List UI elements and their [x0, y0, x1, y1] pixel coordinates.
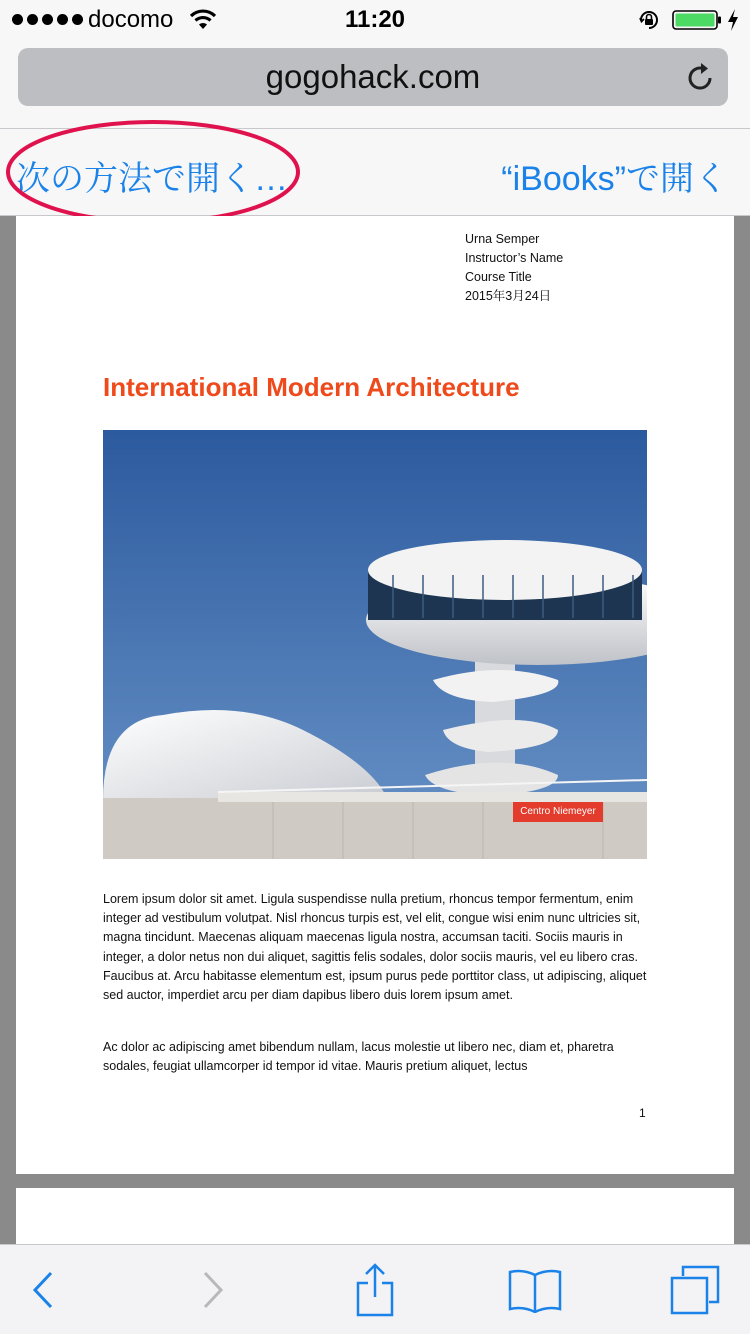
author-name: Urna Semper — [465, 232, 540, 246]
open-in-ibooks-button[interactable]: “iBooks”で開く — [501, 160, 728, 198]
photo-sign: Centro Niemeyer — [513, 802, 603, 822]
bookmarks-icon — [508, 1267, 562, 1313]
share-button[interactable] — [345, 1245, 405, 1334]
architecture-photo — [103, 430, 647, 859]
bottom-toolbar — [0, 1244, 750, 1334]
carrier-name: docomo — [88, 6, 174, 33]
status-time: 11:20 — [344, 6, 406, 33]
document-page — [16, 216, 734, 1174]
tabs-icon — [669, 1264, 721, 1316]
open-in-button[interactable]: 次の方法で開く… — [16, 160, 288, 198]
share-icon — [354, 1263, 396, 1317]
document-header — [465, 230, 563, 306]
page-number: 1 — [639, 1106, 646, 1120]
forward-button[interactable] — [188, 1245, 238, 1334]
back-icon — [31, 1270, 55, 1310]
tabs-button[interactable] — [660, 1245, 730, 1334]
course-title: Course Title — [465, 270, 532, 284]
forward-icon — [201, 1270, 225, 1310]
status-bar — [0, 0, 750, 40]
url-text: gogohack.com — [265, 58, 481, 95]
address-bar-area — [0, 40, 750, 128]
back-button[interactable] — [18, 1245, 68, 1334]
next-document-page — [16, 1188, 734, 1248]
battery-icon — [672, 10, 722, 30]
body-paragraph: Ac dolor ac adipiscing amet bibendum nullam, lacus molestie ut libero nec, diam et, pharetra sodales, feugiat ullamcorper id tempor id vitae. Mauris pretium aliquet, lectus — [103, 1040, 614, 1074]
address-bar[interactable] — [18, 48, 728, 106]
document-date: 2015年3月24日 — [465, 289, 552, 303]
open-in-bar — [0, 128, 750, 216]
instructor-name: Instructor’s Name — [465, 251, 564, 265]
body-paragraph: Lorem ipsum dolor sit amet. Ligula suspendisse nulla pretium, rhoncus tempor fermentum, enim integer ad vestibulum volutpat. Nisl rhoncus turpis est, vel elit, congue wisi enim nunc ultricies sit, magna tincidunt. Maecenas aliquam maecenas ligula nostra, accumsan taciti. Sociis mauris in integer, a dolor netus non dui aliquet, sagittis felis sodales, dolor sociis mauris, vel eu libero cras. Faucibus at. Arcu habitasse elementum est, ipsum purus pede porttitor class, ut adipiscing, aliquet sed auctor, imperdiet arcu per diam dapibus libero duis lorem ipsum amet. — [103, 892, 647, 1003]
reload-icon[interactable] — [684, 61, 716, 93]
rotation-lock-icon — [638, 9, 660, 31]
charging-bolt-icon — [726, 8, 740, 32]
bookmarks-button[interactable] — [500, 1245, 570, 1334]
document-title: International Modern Architecture — [103, 372, 520, 402]
